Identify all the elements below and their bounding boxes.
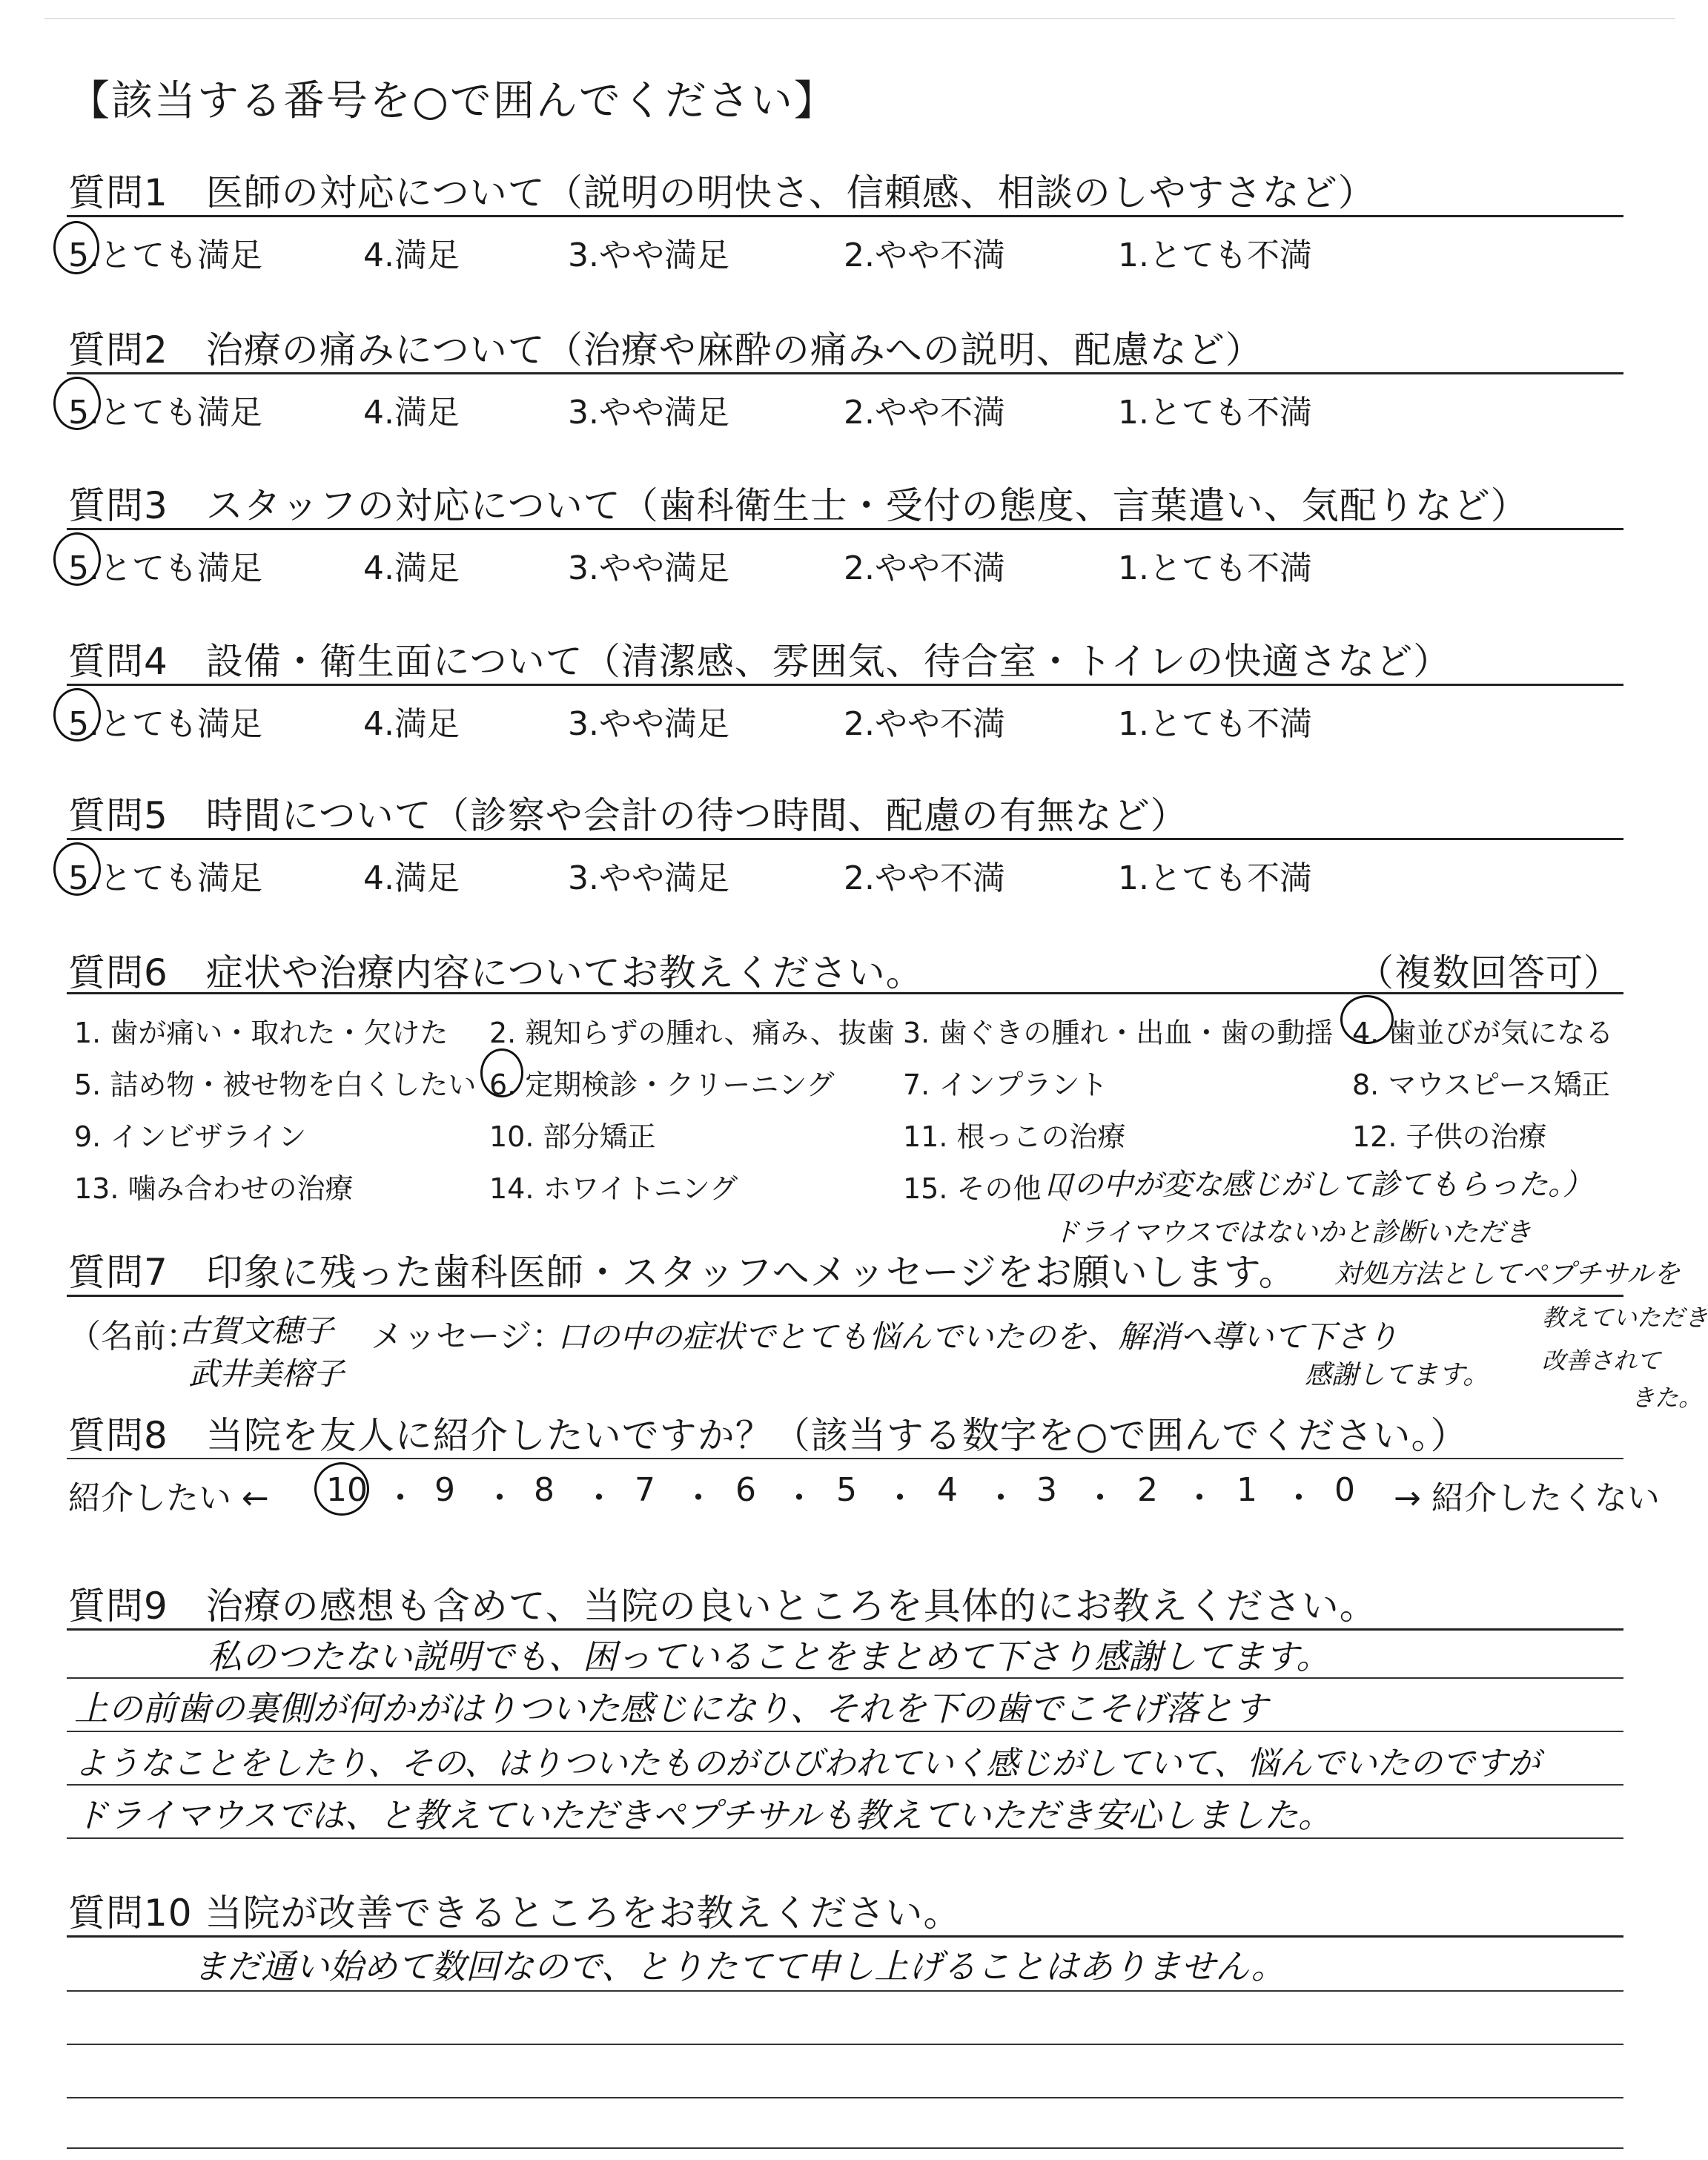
staff-name-2: 武井美榕子 — [188, 1355, 345, 1392]
symptom-option[interactable]: 2. 親知らずの腫れ、痛み、抜歯 — [489, 1017, 895, 1049]
option-1[interactable]: 1.とても不満 — [1118, 859, 1312, 897]
symptom-option[interactable]: 7. インプラント — [903, 1069, 1108, 1101]
scale-dot: ・ — [1084, 1479, 1116, 1517]
scale-dot: ・ — [384, 1479, 417, 1517]
selection-circle — [53, 221, 99, 274]
option-5[interactable]: 5.とても満足 — [68, 705, 262, 743]
option-3[interactable]: 3.やや満足 — [568, 237, 729, 274]
multiple-answer-note: （複数回答可） — [1357, 951, 1621, 994]
symptom-option[interactable]: 13. 噛み合わせの治療 — [74, 1172, 354, 1205]
option-2[interactable]: 2.やや不満 — [844, 705, 1005, 743]
option-1[interactable]: 1.とても不満 — [1118, 549, 1312, 587]
scale-value[interactable]: 10 — [326, 1471, 368, 1509]
message-label: メッセージ： — [371, 1318, 565, 1355]
staff-name-1: 古賀文穂子 — [178, 1312, 334, 1349]
symptom-option[interactable]: 14. ホワイトニング — [489, 1172, 738, 1205]
scale-dot: ・ — [884, 1479, 916, 1517]
scale-value[interactable]: 6 — [735, 1471, 756, 1509]
option-4[interactable]: 4.満足 — [363, 394, 460, 432]
divider — [67, 1458, 1623, 1459]
ruled-line — [67, 1677, 1623, 1679]
symptom-option[interactable]: 3. 歯ぐきの腫れ・出血・歯の動揺 — [903, 1017, 1334, 1049]
question-6-label: 質問6 症状や治療内容についてお教えください。 — [68, 951, 924, 994]
divider — [67, 215, 1623, 217]
selection-circle — [53, 377, 101, 430]
option-3[interactable]: 3.やや満足 — [568, 549, 729, 587]
divider — [67, 1295, 1623, 1297]
selection-circle — [480, 1048, 523, 1097]
selection-circle — [53, 842, 101, 896]
divider — [67, 992, 1623, 994]
symptom-option[interactable]: 5. 詰め物・被せ物を白くしたい — [74, 1069, 477, 1101]
scale-value[interactable]: 2 — [1137, 1471, 1158, 1509]
scale-dot: ・ — [783, 1479, 815, 1517]
option-2[interactable]: 2.やや不満 — [844, 237, 1005, 274]
symptom-option[interactable]: 9. インビザライン — [74, 1120, 307, 1153]
scale-value[interactable]: 7 — [635, 1471, 655, 1509]
scale-value[interactable]: 3 — [1036, 1471, 1057, 1509]
option-2[interactable]: 2.やや不満 — [844, 394, 1005, 432]
scale-dot: ・ — [682, 1479, 715, 1517]
other-text-3: 対処方法としてペプチサルを — [1334, 1259, 1681, 1289]
option-3[interactable]: 3.やや満足 — [568, 705, 729, 743]
ruled-line — [67, 1784, 1623, 1786]
comment-line: ようなことをしたり、その、はりついたものがひびわれていく感じがしていて、悩んでいたのですが — [74, 1745, 1540, 1783]
symptom-option[interactable]: 1. 歯が痛い・取れた・欠けた — [74, 1017, 448, 1049]
scale-value[interactable]: 1 — [1237, 1471, 1257, 1509]
message-text-2: 感謝してます。 — [1305, 1360, 1490, 1390]
other-text-5: 改善されて — [1542, 1347, 1661, 1375]
divider — [67, 1935, 1623, 1938]
comment-line: ドライマウスでは、と教えていただきペプチサルも教えていただき安心しました。 — [74, 1795, 1332, 1835]
ruled-line — [67, 2147, 1623, 2149]
symptom-option[interactable]: 15. その他（ — [903, 1172, 1070, 1205]
top-edge-line — [44, 18, 1675, 19]
question-5-label: 質問5 時間について（診察や会計の待つ時間、配慮の有無など） — [68, 794, 1188, 837]
other-text-6: きた。 — [1631, 1384, 1703, 1412]
question-10-label: 質問10 当院が改善できるところをお教えください。 — [68, 1892, 961, 1935]
option-1[interactable]: 1.とても不満 — [1118, 394, 1312, 432]
scale-dot: ・ — [583, 1479, 615, 1517]
question-7-label: 質問7 印象に残った歯科医師・スタッフへメッセージをお願いします。 — [68, 1251, 1297, 1294]
other-text: 口の中が変な感じがして診てもらった。） — [1044, 1168, 1592, 1202]
symptom-option[interactable]: 4. 歯並びが気になる — [1352, 1017, 1614, 1049]
option-3[interactable]: 3.やや満足 — [568, 859, 729, 897]
scale-left-label: 紹介したい ← — [68, 1479, 269, 1517]
question-4-label: 質問4 設備・衛生面について（清潔感、雰囲気、待合室・トイレの快適さなど） — [68, 640, 1452, 683]
scale-dot: ・ — [1282, 1479, 1315, 1517]
option-5[interactable]: 5.とても満足 — [68, 549, 262, 587]
option-4[interactable]: 4.満足 — [363, 549, 460, 587]
option-2[interactable]: 2.やや不満 — [844, 859, 1005, 897]
page-title: 【該当する番号を○で囲んでください】 — [68, 77, 837, 125]
improvement-line: まだ通い始めて数回なので、とりたてて申し上げることはありません。 — [193, 1946, 1285, 1986]
scale-dot: ・ — [1183, 1479, 1216, 1517]
option-4[interactable]: 4.満足 — [363, 859, 460, 897]
symptom-option[interactable]: 8. マウスピース矯正 — [1352, 1069, 1610, 1101]
selection-circle — [53, 688, 101, 742]
comment-line: 私のつたない説明でも、困っていることをまとめて下さり感謝してます。 — [208, 1636, 1331, 1677]
option-5[interactable]: 5.とても満足 — [68, 237, 262, 274]
scale-value[interactable]: 8 — [534, 1471, 555, 1509]
message-text: 口の中の症状でとても悩んでいたのを、解消へ導いて下さり — [557, 1318, 1399, 1355]
option-3[interactable]: 3.やや満足 — [568, 394, 729, 432]
scale-right-label: → 紹介したくない — [1394, 1479, 1660, 1517]
ruled-line — [67, 1990, 1623, 1992]
ruled-line — [67, 1731, 1623, 1732]
option-1[interactable]: 1.とても不満 — [1118, 237, 1312, 274]
selection-circle — [1340, 995, 1394, 1044]
divider — [67, 372, 1623, 374]
divider — [67, 684, 1623, 686]
question-2-label: 質問2 治療の痛みについて（治療や麻酔の痛みへの説明、配慮など） — [68, 328, 1263, 371]
selection-circle — [314, 1462, 369, 1516]
comment-line: 上の前歯の裏側が何かがはりついた感じになり、それを下の歯でこそげ落とす — [74, 1688, 1268, 1728]
scale-value[interactable]: 4 — [937, 1471, 958, 1509]
question-3-label: 質問3 スタッフの対応について（歯科衛生士・受付の態度、言葉遣い、気配りなど） — [68, 484, 1529, 527]
question-1-label: 質問1 医師の対応について（説明の明快さ、信頼感、相談のしやすさなど） — [68, 171, 1376, 214]
option-4[interactable]: 4.満足 — [363, 705, 460, 743]
symptom-option[interactable]: 12. 子供の治療 — [1352, 1120, 1547, 1153]
option-1[interactable]: 1.とても不満 — [1118, 705, 1312, 743]
ruled-line — [67, 1837, 1623, 1839]
other-text-4: 教えていただき — [1542, 1304, 1708, 1332]
selection-circle — [53, 532, 101, 586]
divider — [67, 838, 1623, 840]
scale-value[interactable]: 5 — [836, 1471, 857, 1509]
option-5[interactable]: 5.とても満足 — [68, 394, 262, 432]
symptom-option[interactable]: 11. 根っこの治療 — [903, 1120, 1126, 1153]
ruled-line — [67, 2097, 1623, 2098]
option-2[interactable]: 2.やや不満 — [844, 549, 1005, 587]
scale-dot: ・ — [984, 1479, 1017, 1517]
scale-dot: ・ — [483, 1479, 516, 1517]
divider — [67, 528, 1623, 530]
ruled-line — [67, 2044, 1623, 2045]
scale-value[interactable]: 0 — [1334, 1471, 1355, 1509]
scale-value[interactable]: 9 — [434, 1471, 455, 1509]
name-label: （名前： — [68, 1318, 199, 1355]
option-4[interactable]: 4.満足 — [363, 237, 460, 274]
symptom-option[interactable]: 10. 部分矯正 — [489, 1120, 656, 1153]
option-5[interactable]: 5.とても満足 — [68, 859, 262, 897]
question-8-label: 質問8 当院を友人に紹介したいですか？（該当する数字を○で囲んでください。） — [68, 1414, 1469, 1457]
symptom-option[interactable]: 6. 定期検診・クリーニング — [489, 1069, 835, 1101]
other-text-2: ドライマウスではないかと診断いただき — [1053, 1218, 1532, 1248]
question-9-label: 質問9 治療の感想も含めて、当院の良いところを具体的にお教えください。 — [68, 1585, 1377, 1628]
